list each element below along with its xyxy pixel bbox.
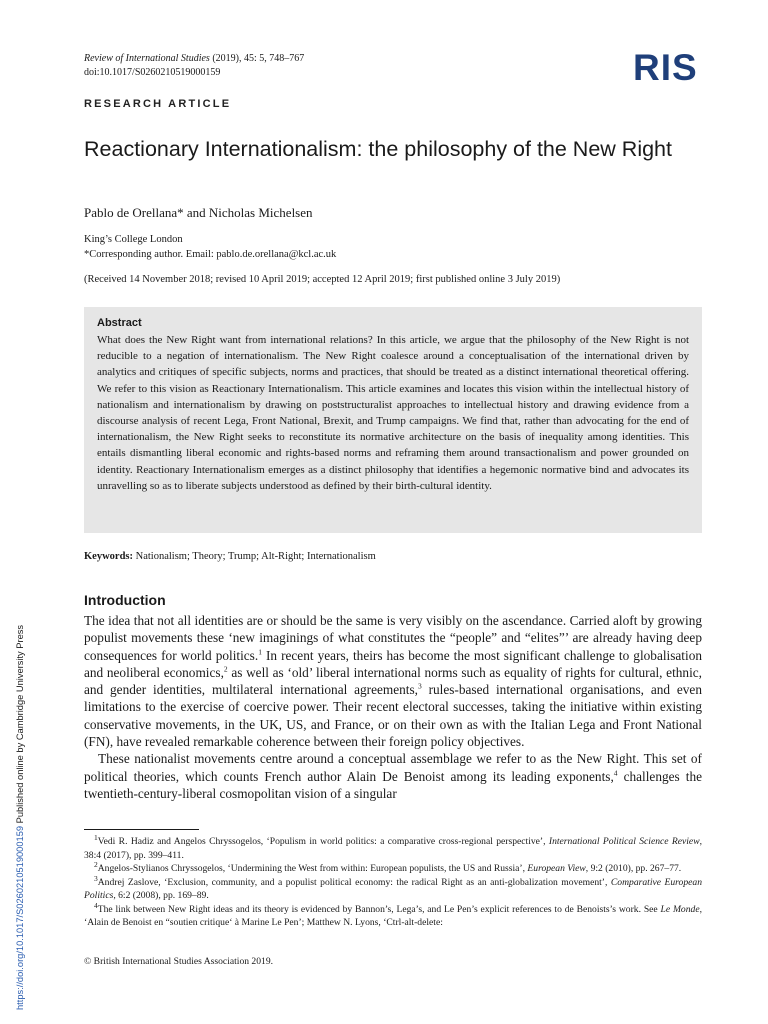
text-run: Andrej Zaslove, ‘Exclusion, community, and a populist political economy: the radical Right as an anti-globalization movement’,	[97, 876, 611, 888]
affiliation: King’s College London	[84, 234, 183, 245]
journal-details: (2019), 45: 5, 748–767	[209, 53, 305, 64]
published-online-note: Published online by Cambridge University Press	[15, 624, 25, 826]
footnote-number: 1	[94, 832, 98, 842]
abstract-box	[84, 307, 702, 533]
footnote-number: 2	[94, 859, 98, 869]
footnote	[84, 900, 702, 930]
journal-title: Le Monde	[660, 903, 700, 915]
footnote-ref: 2	[223, 664, 228, 674]
text-run: , ‘Alain de Benoist en “soutien critique‘ à Marine Le Pen’; Matthew N. Lyons, ‘Ctrl-alt-delete:	[84, 903, 702, 928]
footnote-ref: 3	[418, 681, 422, 691]
abstract-text: What does the New Right want from international relations? In this article, we argue that the philosophy of the New Right is not reducible to a negation of internationalism. The New Right coalesce around a conceptualisation of the international driven by analytics and critiques of specific subjects, norms and practices, that should be treated as a distinct international theoretical offering. We refer to this vision as Reactionary Internationalism. This article examines and locates this vision within the intellectual history of nationalism and internationalism by drawing on poststructuralist approaches to intellectual history and drawing evidence from a discourse analysis of recent Lega, Front National, Brexit, and Trump campaigns. We find that, rather than advocating for the end of internationalism, the New Right seeks to reconstitute its normative architecture on the basis of inequality among identities. This entails dismantling liberal economic and rights-based norms and reframing them around transactionalism and power grounded on identity. Reactionary Internationalism emerges as a distinct philosophy that identifies a hegemonic normative bind and advocates its unravelling so as to liberate subjects understood as defined by their birth-cultural identity.	[97, 334, 689, 492]
article-type: RESEARCH ARTICLE	[84, 98, 232, 110]
footnote-ref: 1	[258, 647, 262, 657]
footnote-number: 4	[94, 900, 98, 910]
footnote-divider	[84, 829, 199, 830]
received-dates: (Received 14 November 2018; revised 10 April 2019; accepted 12 April 2019; first published online 3 July 2019)	[84, 274, 561, 285]
journal-title: International Political Science Review	[548, 836, 700, 847]
text-run: challenges the twentieth-century-liberal cosmopolitan vision of a singular	[84, 768, 702, 801]
journal-title: European View	[527, 863, 586, 874]
authors: Pablo de Orellana* and Nicholas Michelsen	[84, 205, 313, 220]
doi-link[interactable]: https://doi.org/10.1017/S0260210519000159	[15, 825, 25, 1010]
journal-logo: RIS	[633, 47, 698, 88]
introduction-heading: Introduction	[84, 592, 166, 608]
copyright-notice: © British International Studies Association 2019.	[84, 956, 274, 967]
sidebar-text	[14, 625, 26, 1010]
journal-title: Comparative European Politics	[84, 876, 702, 901]
footnote	[84, 873, 702, 903]
paragraph	[84, 612, 702, 750]
footnote	[84, 859, 702, 876]
footnote-number: 3	[94, 873, 98, 883]
footnotes	[84, 832, 702, 930]
text-run: , 6:2 (2008), pp. 169–89.	[113, 890, 209, 901]
text-run: The link between New Right ideas and its theory is evidenced by Bannon’s, Lega’s, and Le Pen’s explicit references to de Benoists’s work. See	[97, 903, 661, 915]
abstract-heading: Abstract	[97, 317, 142, 329]
doi: doi:10.1017/S0260210519000159	[84, 67, 221, 78]
footnote-ref: 4	[613, 768, 618, 778]
text-run: rules-based international organisations, and even limitations to the exercise of coercive power. Their recent electoral successes, taking the initiative within existing conservative movements, in the UK, US, and France, or on their own as with the Italian Lega and Front National (FN), have revealed remarkable coherence between their foreign policy objectives.	[84, 682, 702, 750]
text-run: , 9:2 (2010), pp. 267–77.	[585, 863, 682, 874]
publisher-sidebar	[0, 0, 26, 1024]
paragraph	[84, 750, 702, 802]
keywords	[84, 550, 376, 564]
footnote	[84, 832, 702, 862]
text-run: Vedi R. Hadiz and Angelos Chryssogelos, ‘Populism in world politics: a comparative cross-regional perspective’,	[97, 836, 549, 847]
journal-citation	[84, 52, 304, 80]
text-run: The idea that not all identities are or should be the same is very visibly on the ascendance. Carried aloft by growing populist movements these ‘new imaginings of what constitutes the “people” and “elites”’ are already having deep consequences for world politics.	[84, 613, 702, 663]
journal-name: Review of International Studies	[84, 53, 210, 64]
article-title: Reactionary Internationalism: the philosophy of the New Right	[84, 137, 672, 161]
corresponding-author: *Corresponding author. Email: pablo.de.orellana@kcl.ac.uk	[84, 249, 337, 260]
introduction-body	[84, 612, 702, 802]
text-run: These nationalist movements centre around a conceptual assemblage we refer to as the New Right. This set of political theories, which counts French author Alain De Benoist among its leading exponents,	[84, 751, 702, 784]
keywords-list: Nationalism; Theory; Trump; Alt-Right; Internationalism	[133, 551, 376, 562]
affiliation-block	[84, 232, 336, 262]
keywords-label: Keywords:	[84, 551, 133, 562]
text-run: Angelos-Stylianos Chryssogelos, ‘Undermining the West from within: European populists, the US and Russia’,	[97, 863, 528, 874]
text-run: In recent years, theirs has become the most significant challenge to globalisation and neoliberal economics,	[84, 647, 702, 680]
text-run: as well as ‘old’ liberal international norms such as equality of rights for cultural, ethnic, and gender identities, multilateral international agreements,	[84, 664, 702, 698]
text-run: , 38:4 (2017), pp. 399–411.	[84, 836, 702, 861]
